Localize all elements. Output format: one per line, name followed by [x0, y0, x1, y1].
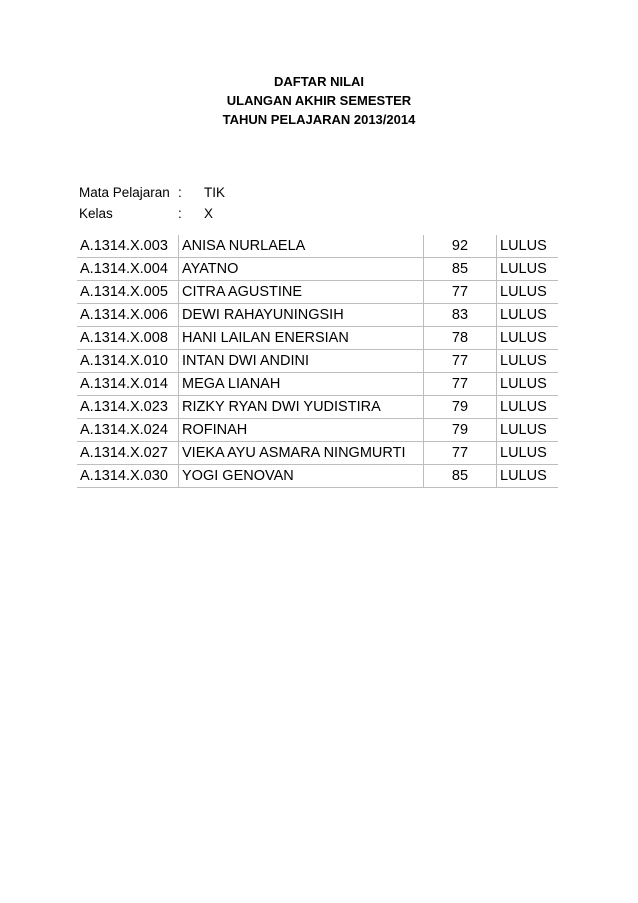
grade-table [77, 235, 558, 488]
student-name: INTAN DWI ANDINI [179, 350, 424, 373]
table-row [77, 304, 558, 327]
student-status: LULUS [497, 304, 559, 327]
student-id: A.1314.X.006 [77, 304, 179, 327]
student-status: LULUS [497, 327, 559, 350]
student-score: 79 [424, 419, 497, 442]
student-score: 77 [424, 442, 497, 465]
student-name: CITRA AGUSTINE [179, 281, 424, 304]
subject-row [79, 182, 225, 203]
student-name: YOGI GENOVAN [179, 465, 424, 488]
student-name: ROFINAH [179, 419, 424, 442]
student-name: HANI LAILAN ENERSIAN [179, 327, 424, 350]
student-id: A.1314.X.030 [77, 465, 179, 488]
student-score: 79 [424, 396, 497, 419]
student-id: A.1314.X.024 [77, 419, 179, 442]
table-row [77, 235, 558, 258]
student-status: LULUS [497, 373, 559, 396]
subject-value: TIK [204, 185, 226, 200]
student-score: 85 [424, 258, 497, 281]
student-name: AYATNO [179, 258, 424, 281]
class-value: X [204, 206, 214, 221]
student-id: A.1314.X.010 [77, 350, 179, 373]
subject-label: Mata Pelajaran [79, 185, 170, 200]
student-id: A.1314.X.005 [77, 281, 179, 304]
table-row [77, 327, 558, 350]
table-row [77, 442, 558, 465]
student-status: LULUS [497, 235, 559, 258]
student-score: 77 [424, 281, 497, 304]
student-status: LULUS [497, 419, 559, 442]
student-score: 85 [424, 465, 497, 488]
meta-info [79, 182, 225, 224]
student-status: LULUS [497, 350, 559, 373]
title-line-1: DAFTAR NILAI [273, 74, 365, 89]
class-colon: : [178, 206, 182, 221]
student-id: A.1314.X.003 [77, 235, 179, 258]
class-label: Kelas [79, 206, 113, 221]
subject-colon: : [178, 185, 182, 200]
student-name: VIEKA AYU ASMARA NINGMURTI [179, 442, 424, 465]
title-line-2: ULANGAN AKHIR SEMESTER [226, 93, 412, 108]
student-score: 92 [424, 235, 497, 258]
table-row [77, 419, 558, 442]
student-score: 78 [424, 327, 497, 350]
student-id: A.1314.X.004 [77, 258, 179, 281]
student-id: A.1314.X.014 [77, 373, 179, 396]
student-name: RIZKY RYAN DWI YUDISTIRA [179, 396, 424, 419]
student-status: LULUS [497, 281, 559, 304]
student-status: LULUS [497, 396, 559, 419]
student-id: A.1314.X.008 [77, 327, 179, 350]
student-status: LULUS [497, 258, 559, 281]
student-score: 77 [424, 373, 497, 396]
student-status: LULUS [497, 465, 559, 488]
student-name: ANISA NURLAELA [179, 235, 424, 258]
student-score: 83 [424, 304, 497, 327]
table-row [77, 373, 558, 396]
class-row [79, 203, 225, 224]
table-row [77, 281, 558, 304]
student-name: MEGA LIANAH [179, 373, 424, 396]
student-status: LULUS [497, 442, 559, 465]
student-score: 77 [424, 350, 497, 373]
table-row [77, 258, 558, 281]
title-line-3: TAHUN PELAJARAN 2013/2014 [222, 112, 416, 127]
student-name: DEWI RAHAYUNINGSIH [179, 304, 424, 327]
table-row [77, 465, 558, 488]
table-row [77, 396, 558, 419]
student-id: A.1314.X.027 [77, 442, 179, 465]
table-row [77, 350, 558, 373]
student-id: A.1314.X.023 [77, 396, 179, 419]
document-title [0, 72, 638, 129]
